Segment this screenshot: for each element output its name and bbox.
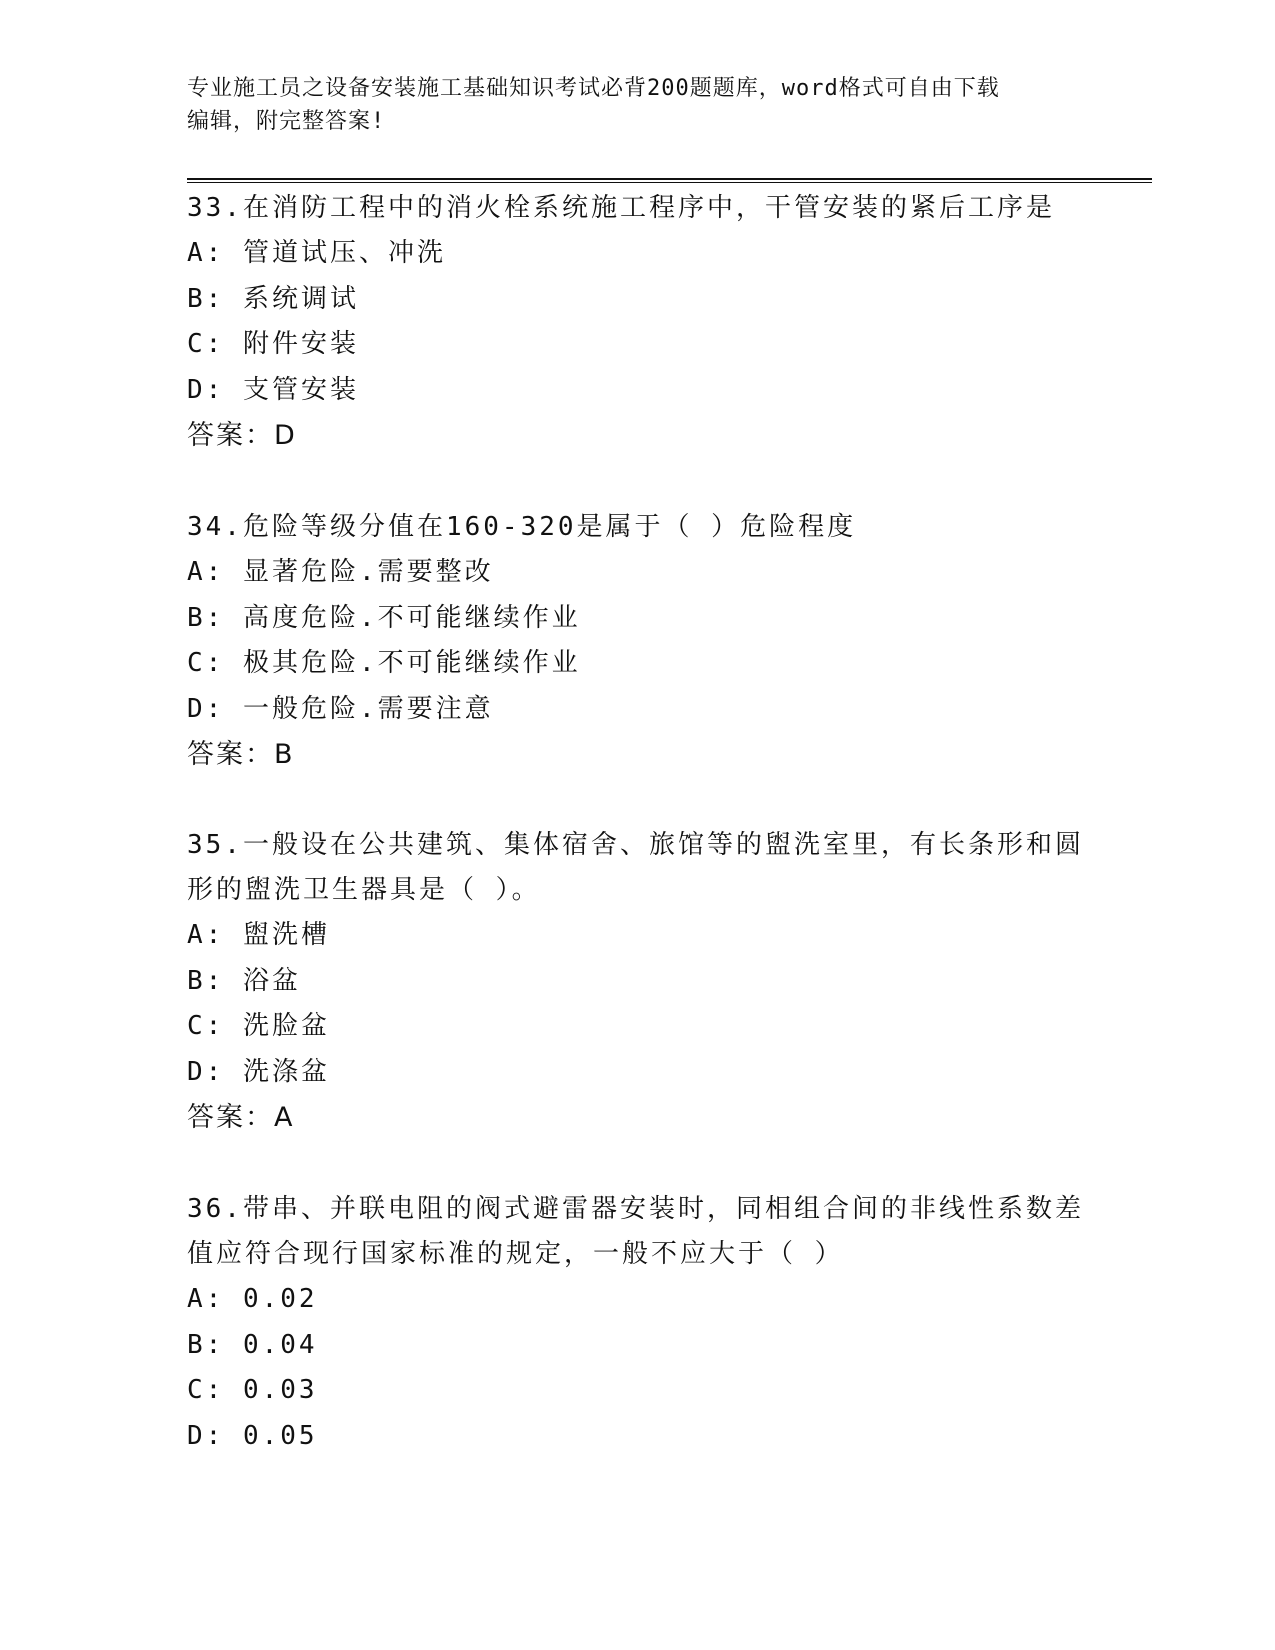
header-title-line-2: 编辑，附完整答案! xyxy=(187,109,386,134)
answer: 答案：A xyxy=(187,1102,295,1133)
question-35 xyxy=(187,823,1087,1140)
option-a: A: 显著危险.需要整改 xyxy=(187,557,494,587)
question-36 xyxy=(187,1187,1087,1459)
option-a: A: 0.02 xyxy=(187,1284,318,1314)
document-header xyxy=(187,72,1087,138)
option-b: B: 系统调试 xyxy=(187,283,359,314)
question-stem: 35.一般设在公共建筑、集体宿舍、旅馆等的盥洗室里，有长条形和圆形的盥洗卫生器具是（ ）。 xyxy=(187,830,1084,905)
option-a: A: 管道试压、冲洗 xyxy=(187,238,446,268)
question-stem: 36.带串、并联电阻的阀式避雷器安装时，同相组合间的非线性系数差值应符合现行国家标准的规定，一般不应大于（ ） xyxy=(187,1194,1084,1269)
option-b: B: 0.04 xyxy=(187,1329,318,1360)
option-c: C: 0.03 xyxy=(187,1375,318,1405)
answer: 答案：D xyxy=(187,420,297,451)
option-b: B: 浴盆 xyxy=(187,965,301,996)
question-34 xyxy=(187,505,1087,777)
option-c: C: 极其危险.不可能继续作业 xyxy=(187,648,581,678)
option-d: D: 洗涤盆 xyxy=(187,1056,330,1087)
question-stem: 34.危险等级分值在160-320是属于（ ）危险程度 xyxy=(187,512,857,542)
option-c: C: 洗脸盆 xyxy=(187,1011,330,1041)
question-stem: 33.在消防工程中的消火栓系统施工程序中，干管安装的紧后工序是 xyxy=(187,193,1055,223)
option-b: B: 高度危险.不可能继续作业 xyxy=(187,602,581,633)
header-title-line-1: 专业施工员之设备安装施工基础知识考试必背200题题库，word格式可自由下载 xyxy=(187,76,1000,101)
option-d: D: 支管安装 xyxy=(187,374,359,405)
option-d: D: 0.05 xyxy=(187,1420,318,1451)
option-d: D: 一般危险.需要注意 xyxy=(187,693,494,724)
header-divider xyxy=(187,178,1152,183)
question-33 xyxy=(187,186,1087,458)
option-a: A: 盥洗槽 xyxy=(187,920,330,950)
answer: 答案：B xyxy=(187,739,295,770)
option-c: C: 附件安装 xyxy=(187,329,359,359)
